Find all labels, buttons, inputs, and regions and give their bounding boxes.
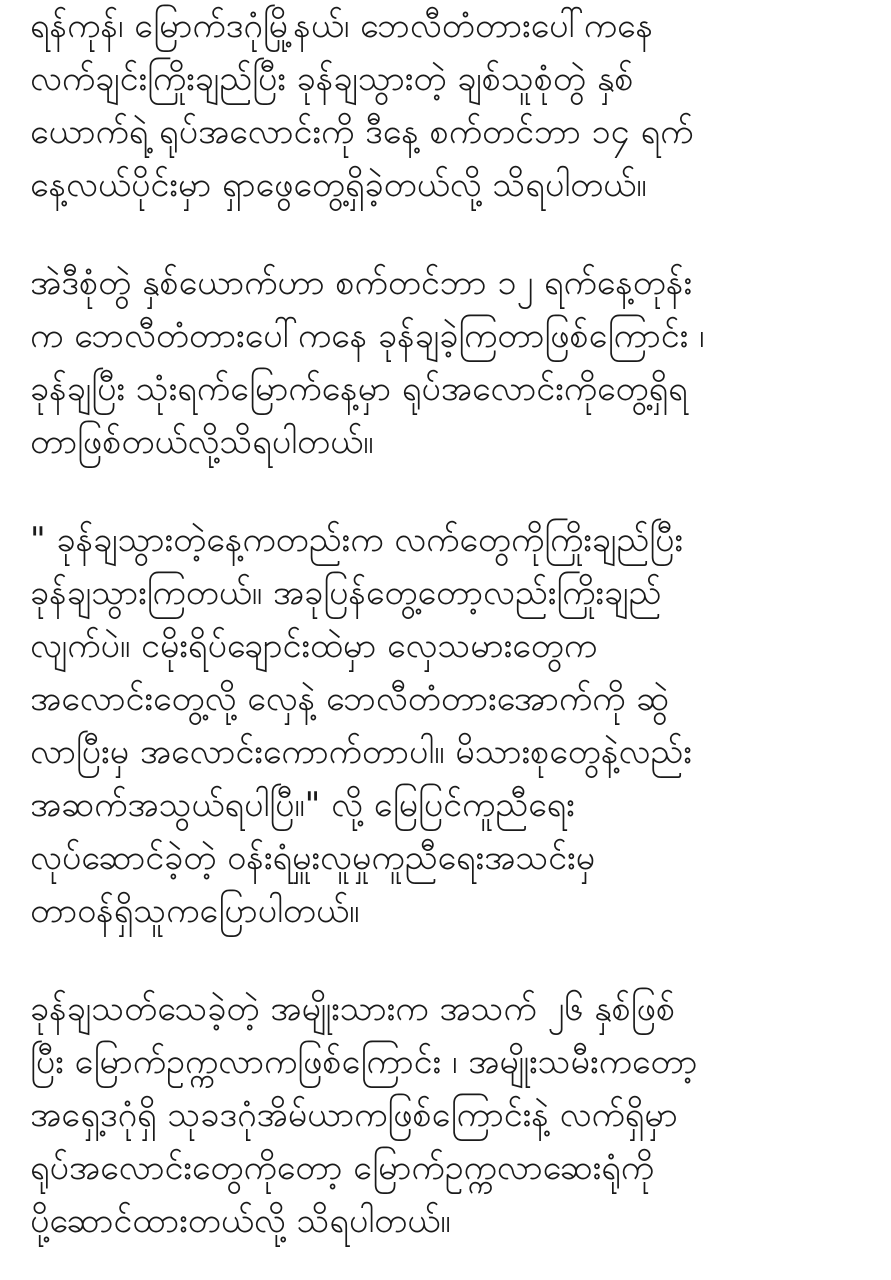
text-line: အလောင်းတွေ့လို့ လှေနဲ့ ဘေလီတံတားအောက်ကို ဆွဲ: [30, 679, 670, 719]
text-line: ပို့ဆောင်ထားတယ်လို့ သိရပါတယ်။: [30, 1201, 451, 1241]
paragraph-3: [30, 514, 880, 938]
text-line: လက်ချင်းကြိုးချည်ပြီး ခုန်ချသွားတဲ့ ချစ်သူစုံတွဲ နှစ်: [30, 59, 634, 99]
text-line: တာဝန်ရှိသူကပြောပါတယ်။: [30, 891, 360, 931]
text-line: ရန်ကုန်၊ မြောက်ဒဂုံမြို့နယ်၊ ဘေလီတံတားပေါ်ကနေ: [30, 6, 654, 46]
text-line: အရှေ့ဒဂုံရှိ သုခဒဂုံအိမ်ယာကဖြစ်ကြောင်းနဲ့ လက်ရှိမှာ: [30, 1095, 678, 1135]
text-line: တာဖြစ်တယ်လို့သိရပါတယ်။: [30, 422, 374, 462]
text-line: လာပြီးမှ အလောင်းကောက်တာပါ။ မိသားစုတွေနဲ့လည်း: [30, 732, 692, 772]
text-line: နေ့လယ်ပိုင်းမှာ ရှာဖွေတွေ့ရှိခဲ့တယ်လို့ သိရပါတယ်။: [30, 165, 647, 205]
paragraph-2: [30, 257, 880, 469]
paragraph-gap: [30, 469, 880, 514]
paragraph-gap: [30, 938, 880, 983]
text-line: က ဘေလီတံတားပေါ်ကနေ ခုန်ချခဲ့ကြတာဖြစ်ကြောင်း ၊: [30, 316, 705, 356]
text-line: ရုပ်အလောင်းတွေကိုတော့ မြောက်ဥက္ကလာဆေးရုံကို: [30, 1148, 655, 1188]
paragraph-gap: [30, 212, 880, 257]
paragraph-1: [30, 0, 880, 212]
text-line: ခုန်ချပြီး သုံးရက်မြောက်နေ့မှာ ရုပ်အလောင်းကိုတွေ့ရှိရ: [30, 369, 688, 409]
text-line: လျက်ပဲ။ ငမိုးရိပ်ချောင်းထဲမှာ လှေသမားတွေက: [30, 626, 598, 666]
text-line: ပြီး မြောက်ဥက္ကလာကဖြစ်ကြောင်း ၊ အမျိုးသမီးကတော့: [30, 1042, 698, 1082]
text-line: လုပ်ဆောင်ခဲ့တဲ့ ဝန်းရံမှူးလူမှုကူညီရေးအသင်းမှ: [30, 838, 596, 878]
text-line: ယောက်ရဲ့ ရုပ်အလောင်းကို ဒီနေ့ စက်တင်ဘာ ၁၄ ရက်: [30, 112, 694, 152]
text-line: အဲဒီစုံတွဲ နှစ်ယောက်ဟာ စက်တင်ဘာ ၁၂ ရက်နေ့တုန်း: [30, 263, 693, 303]
paragraph-4: [30, 983, 880, 1248]
text-line: ခုန်ချသွားကြတယ်။ အခုပြန်တွေ့တော့လည်းကြိုးချည်: [30, 573, 662, 613]
article-body: [30, 0, 880, 1248]
text-line: " ခုန်ချသွားတဲ့နေ့ကတည်းက လက်တွေကိုကြိုးချည်ပြီး: [30, 520, 683, 560]
text-line: ခုန်ချသတ်သေခဲ့တဲ့ အမျိုးသားက အသက် ၂၆ နှစ်ဖြစ်: [30, 989, 676, 1029]
text-line: အဆက်အသွယ်ရပါပြီ။" လို့ မြေပြင်ကူညီရေး: [30, 785, 575, 825]
